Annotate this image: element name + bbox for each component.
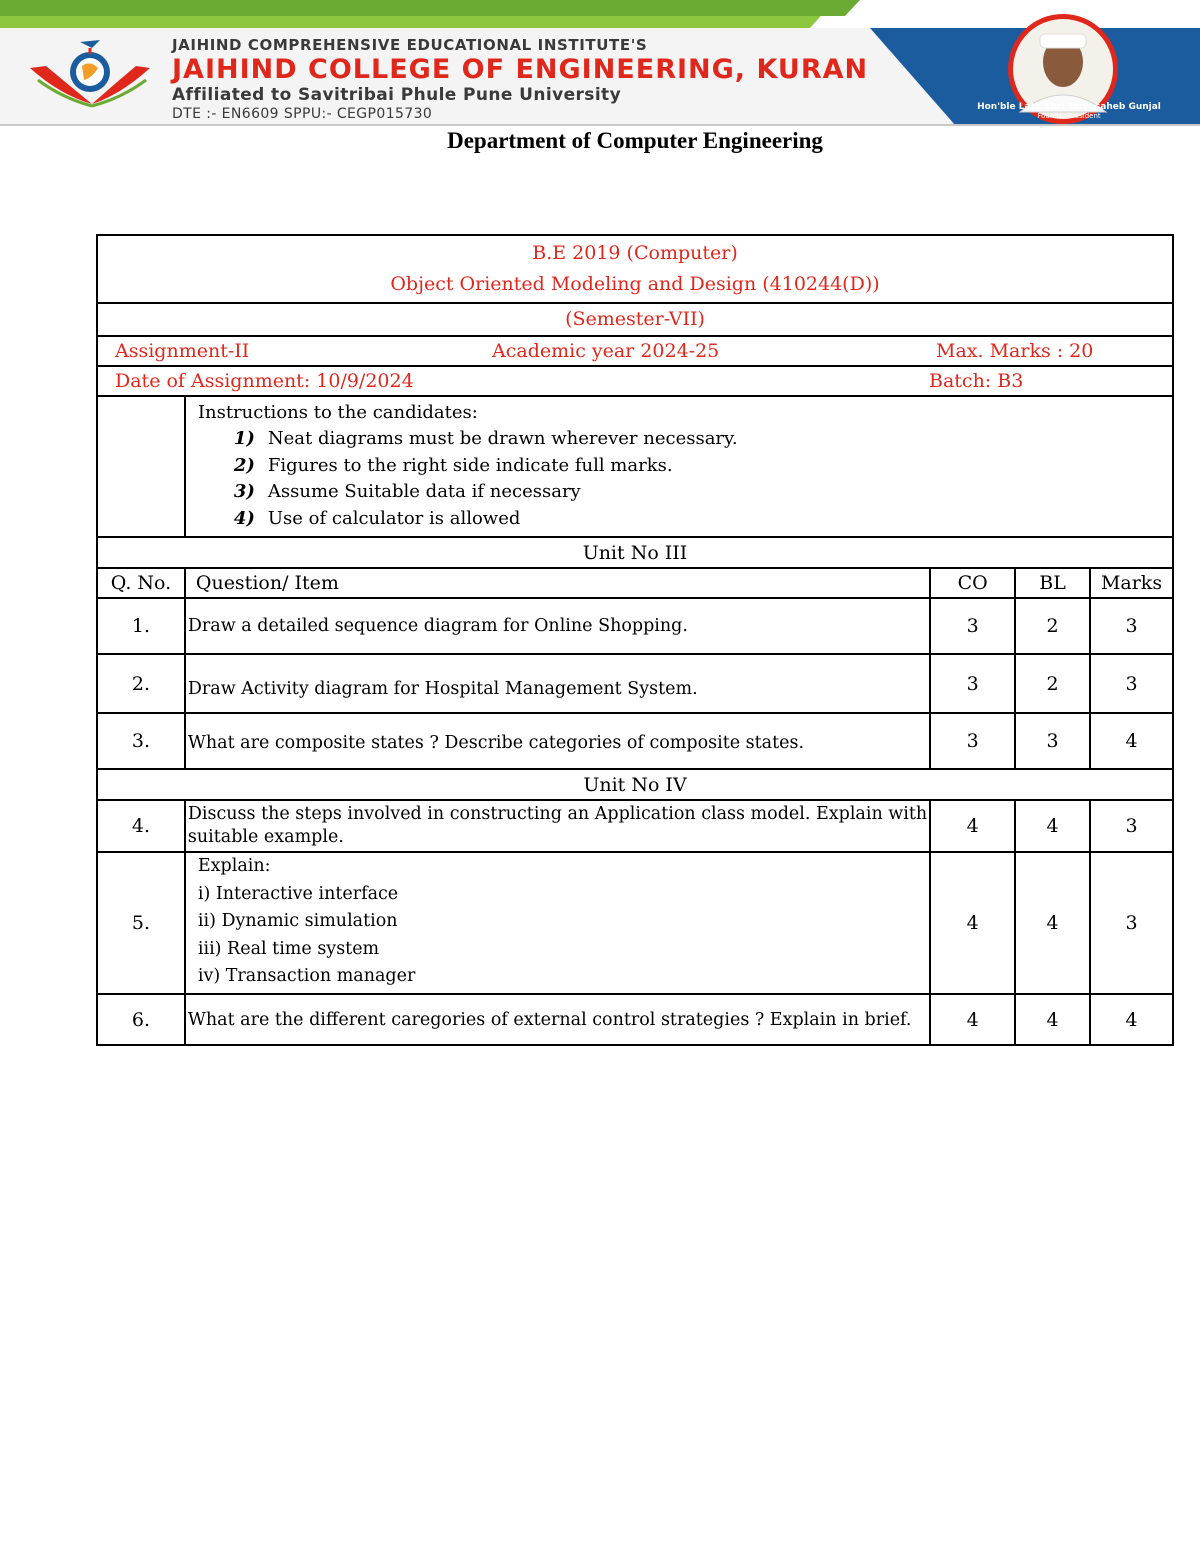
question-marks: 3 xyxy=(1090,598,1173,654)
unit-heading: Unit No III xyxy=(97,537,1173,568)
banner-text xyxy=(172,36,868,122)
question-number: 4. xyxy=(97,800,185,852)
institute-codes: DTE :- EN6609 SPPU:- CEGP015730 xyxy=(172,106,433,122)
question-co: 4 xyxy=(930,994,1015,1045)
college-name: JAIHIND COLLEGE OF ENGINEERING, KURAN xyxy=(172,54,869,85)
question-bl: 2 xyxy=(1015,654,1090,713)
col-header-question: Question/ Item xyxy=(185,568,930,598)
question-row xyxy=(97,713,1173,769)
question-cell xyxy=(185,852,930,994)
question-subitem: iii) Real time system xyxy=(197,938,380,959)
question-co: 3 xyxy=(930,598,1015,654)
founder-role: Founder-President xyxy=(1037,112,1101,120)
instruction-item: 1) Neat diagrams must be drawn wherever necessary. xyxy=(233,428,738,449)
column-header-row xyxy=(97,568,1173,598)
question-row xyxy=(97,598,1173,654)
question-marks: 3 xyxy=(1090,654,1173,713)
founder-name: Hon'ble Late Shri Tatyasaheb Gunjal xyxy=(977,102,1161,112)
program-line: B.E 2019 (Computer) xyxy=(532,242,738,264)
question-marks: 4 xyxy=(1090,994,1173,1045)
instructions-block xyxy=(185,396,1173,537)
question-row xyxy=(97,994,1173,1045)
instruction-item: 4) Use of calculator is allowed xyxy=(233,507,521,529)
question-bl: 4 xyxy=(1015,800,1090,852)
col-header-co: CO xyxy=(930,568,1015,598)
instructions-list xyxy=(188,426,1170,536)
question-text: What are the different caregories of external control strategies ? Explain in brief. xyxy=(185,994,930,1045)
founder-caption xyxy=(958,102,1180,120)
question-bl: 4 xyxy=(1015,852,1090,994)
question-marks: 3 xyxy=(1090,800,1173,852)
question-text: Explain: xyxy=(197,856,271,876)
question-co: 3 xyxy=(930,654,1015,713)
question-number: 1. xyxy=(97,598,185,654)
col-header-marks: Marks xyxy=(1090,568,1173,598)
question-co: 4 xyxy=(930,800,1015,852)
assignment-table xyxy=(96,234,1174,1046)
question-row xyxy=(97,852,1173,994)
date-batch-row xyxy=(97,366,1173,396)
question-number: 2. xyxy=(97,654,185,713)
question-row xyxy=(97,654,1173,713)
question-bl: 3 xyxy=(1015,713,1090,769)
academic-year: Academic year 2024-25 xyxy=(492,340,720,362)
question-text: Discuss the steps involved in constructing an Application class model. Explain with suitable example. xyxy=(185,800,930,852)
question-text: What are composite states ? Describe categories of composite states. xyxy=(185,713,930,769)
question-text: Draw Activity diagram for Hospital Management System. xyxy=(185,654,930,713)
question-bl: 4 xyxy=(1015,994,1090,1045)
course-header xyxy=(97,235,1173,303)
question-text: Draw a detailed sequence diagram for Online Shopping. xyxy=(185,598,930,654)
max-marks: Max. Marks : 20 xyxy=(936,340,1094,362)
instructions-title: Instructions to the candidates: xyxy=(197,402,478,423)
question-subitem: i) Interactive interface xyxy=(197,883,399,904)
question-subitem: iv) Transaction manager xyxy=(197,966,416,986)
subject-line: Object Oriented Modeling and Design (410244(D)) xyxy=(390,273,880,295)
institute-name: JAIHIND COMPREHENSIVE EDUCATIONAL INSTITUTE'S xyxy=(172,36,648,54)
assignment-date: Date of Assignment: 10/9/2024 xyxy=(115,370,414,392)
department-title: Department of Computer Engineering xyxy=(447,128,823,153)
question-number: 6. xyxy=(97,994,185,1045)
batch-label: Batch: B3 xyxy=(929,370,1024,392)
question-marks: 3 xyxy=(1090,852,1173,994)
semester-line: (Semester-VII) xyxy=(97,303,1173,336)
question-co: 4 xyxy=(930,852,1015,994)
question-number: 5. xyxy=(97,852,185,994)
instruction-item: 3) Assume Suitable data if necessary xyxy=(233,481,581,502)
assignment-label: Assignment-II xyxy=(115,340,250,362)
assignment-info-row xyxy=(97,336,1173,366)
instructions-blank-cell xyxy=(97,396,185,537)
col-header-qno: Q. No. xyxy=(97,568,185,598)
instruction-item: 2) Figures to the right side indicate full marks. xyxy=(233,454,673,476)
question-bl: 2 xyxy=(1015,598,1090,654)
question-marks: 4 xyxy=(1090,713,1173,769)
question-row xyxy=(97,800,1173,852)
question-subitem: ii) Dynamic simulation xyxy=(197,911,398,931)
unit-heading: Unit No IV xyxy=(97,769,1173,800)
letterhead-banner xyxy=(0,0,1200,128)
question-co: 3 xyxy=(930,713,1015,769)
col-header-bl: BL xyxy=(1015,568,1090,598)
affiliation-line: Affiliated to Savitribai Phule Pune University xyxy=(172,85,622,105)
question-number: 3. xyxy=(97,713,185,769)
